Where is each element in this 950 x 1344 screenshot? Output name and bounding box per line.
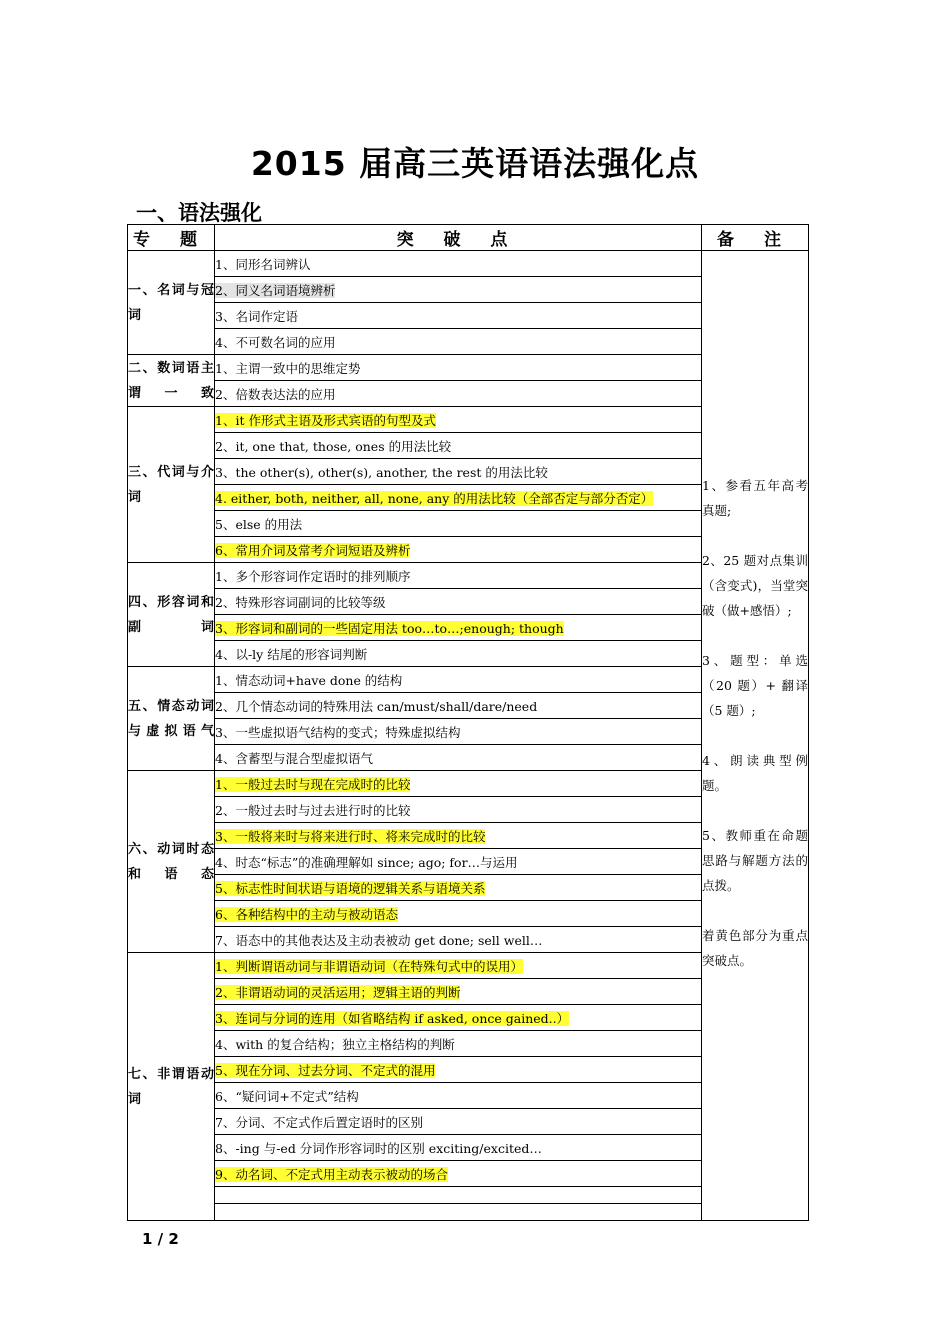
- header-topic: 专 题: [128, 225, 215, 251]
- breakthrough-item: [215, 901, 702, 927]
- breakthrough-text: 2、特殊形容词副词的比较等级: [215, 594, 386, 610]
- breakthrough-item: [215, 459, 702, 485]
- breakthrough-text: 3、一些虚拟语气结构的变式；特殊虚拟结构: [215, 724, 461, 740]
- breakthrough-item: [215, 771, 702, 797]
- breakthrough-item: [215, 1135, 702, 1161]
- breakthrough-item: [215, 355, 702, 381]
- breakthrough-text: 4、时态“标志”的准确理解如 since; ago; for…与运用: [215, 854, 518, 870]
- breakthrough-text: 2、同义名词语境辨析: [215, 282, 336, 298]
- breakthrough-text: 2、非谓语动词的灵活运用；逻辑主语的判断: [215, 984, 461, 1000]
- breakthrough-item: [215, 927, 702, 953]
- breakthrough-text: 7、语态中的其他表达及主动表被动 get done; sell well…: [215, 932, 543, 948]
- topic-cell: 三、代词与介词: [128, 407, 215, 563]
- topic-cell: 六、动词时态和语态: [128, 771, 215, 953]
- breakthrough-item: [215, 719, 702, 745]
- header-breakthrough: 突 破 点: [215, 225, 702, 251]
- header-notes: 备 注: [702, 225, 809, 251]
- note-paragraph: 着黄色部分为重点突破点。: [702, 928, 808, 968]
- topic-cell: 四、形容词和副词: [128, 563, 215, 667]
- breakthrough-text: 1、同形名词辨认: [215, 256, 311, 272]
- breakthrough-text: 3、名词作定语: [215, 308, 298, 324]
- page-title: 2015 届高三英语语法强化点: [250, 144, 700, 183]
- breakthrough-item: [215, 433, 702, 459]
- breakthrough-text: 1、判断谓语动词与非谓语动词（在特殊句式中的误用）: [215, 958, 523, 974]
- breakthrough-item: [215, 511, 702, 537]
- breakthrough-item: [215, 849, 702, 875]
- breakthrough-text: 2、倍数表达法的应用: [215, 386, 336, 402]
- breakthrough-item: [215, 537, 702, 563]
- breakthrough-item: [215, 329, 702, 355]
- table-row: [128, 251, 809, 277]
- breakthrough-item: [215, 1057, 702, 1083]
- breakthrough-text: 7、分词、不定式作后置定语时的区别: [215, 1114, 423, 1130]
- breakthrough-item: [215, 251, 702, 277]
- breakthrough-item: [215, 563, 702, 589]
- breakthrough-text: 1、多个形容词作定语时的排列顺序: [215, 568, 411, 584]
- breakthrough-item: [215, 303, 702, 329]
- breakthrough-text: 5、标志性时间状语与语境的逻辑关系与语境关系: [215, 880, 486, 896]
- breakthrough-text: 1、it 作形式主语及形式宾语的句型及式: [215, 412, 436, 428]
- breakthrough-item: [215, 1109, 702, 1135]
- note-paragraph: 2、25 题对点集训（含变式)，当堂突破（做+感悟）;: [702, 553, 808, 618]
- breakthrough-text: 3、连词与分词的连用（如省略结构 if asked, once gained..）: [215, 1010, 570, 1026]
- breakthrough-item: [215, 1204, 702, 1221]
- breakthrough-text: 6、常用介词及常考介词短语及辨析: [215, 542, 411, 558]
- breakthrough-item: [215, 693, 702, 719]
- topic-cell: 七、非谓语动词: [128, 953, 215, 1221]
- breakthrough-item: [215, 953, 702, 979]
- breakthrough-item: [215, 407, 702, 433]
- header-row: [128, 225, 809, 251]
- breakthrough-item: [215, 979, 702, 1005]
- breakthrough-text: 3、the other(s), other(s), another, the rest 的用法比较: [215, 464, 548, 480]
- grammar-table: [127, 224, 809, 1221]
- breakthrough-text: 3、一般将来时与将来进行时、将来完成时的比较: [215, 828, 486, 844]
- breakthrough-text: 5、现在分词、过去分词、不定式的混用: [215, 1062, 436, 1078]
- note-paragraph: 5、教师重在命题思路与解题方法的点拨。: [702, 828, 808, 893]
- breakthrough-text: 1、情态动词+have done 的结构: [215, 672, 403, 688]
- breakthrough-item: [215, 1161, 702, 1187]
- breakthrough-text: 9、动名词、不定式用主动表示被动的场合: [215, 1166, 448, 1182]
- breakthrough-item: [215, 745, 702, 771]
- breakthrough-item: [215, 381, 702, 407]
- breakthrough-item: [215, 615, 702, 641]
- breakthrough-text: 2、it, one that, those, ones 的用法比较: [215, 438, 452, 454]
- breakthrough-item: [215, 1187, 702, 1204]
- topic-cell: 一、名词与冠词: [128, 251, 215, 355]
- breakthrough-item: [215, 1005, 702, 1031]
- breakthrough-item: [215, 875, 702, 901]
- breakthrough-item: [215, 485, 702, 511]
- section-heading: 一、语法强化: [136, 201, 262, 225]
- page-number: 1 / 2: [142, 1230, 179, 1248]
- breakthrough-item: [215, 823, 702, 849]
- breakthrough-item: [215, 589, 702, 615]
- breakthrough-text: 3、形容词和副词的一些固定用法 too…to…;enough; though: [215, 620, 564, 636]
- note-paragraph: 4、朗读典型例题。: [702, 753, 808, 793]
- breakthrough-text: 6、各种结构中的主动与被动语态: [215, 906, 398, 922]
- breakthrough-text: 4. either, both, neither, all, none, any 的用法比较（全部否定与部分否定）: [215, 490, 654, 506]
- breakthrough-text: 2、一般过去时与过去进行时的比较: [215, 802, 411, 818]
- breakthrough-text: 6、“疑问词+不定式”结构: [215, 1088, 359, 1104]
- breakthrough-text: 8、-ing 与-ed 分词作形容词时的区别 exciting/excited…: [215, 1140, 542, 1156]
- breakthrough-text: 1、主谓一致中的思维定势: [215, 360, 361, 376]
- topic-cell: 二、数词语主谓一致: [128, 355, 215, 407]
- breakthrough-item: [215, 797, 702, 823]
- notes-cell: [702, 251, 809, 1221]
- breakthrough-item: [215, 641, 702, 667]
- breakthrough-text: 2、几个情态动词的特殊用法 can/must/shall/dare/need: [215, 698, 538, 714]
- breakthrough-item: [215, 667, 702, 693]
- note-paragraph: 3、题型：单选（20 题）+ 翻译（5 题）;: [702, 653, 808, 718]
- breakthrough-text: 1、一般过去时与现在完成时的比较: [215, 776, 411, 792]
- breakthrough-item: [215, 277, 702, 303]
- note-paragraph: 1、参看五年高考真题;: [702, 478, 808, 518]
- breakthrough-text: 4、不可数名词的应用: [215, 334, 336, 350]
- breakthrough-item: [215, 1031, 702, 1057]
- breakthrough-text: 5、else 的用法: [215, 516, 303, 532]
- topic-cell: 五、情态动词与虚拟语气: [128, 667, 215, 771]
- breakthrough-text: 4、含蓄型与混合型虚拟语气: [215, 750, 373, 766]
- breakthrough-text: 4、with 的复合结构；独立主格结构的判断: [215, 1036, 455, 1052]
- breakthrough-item: [215, 1083, 702, 1109]
- breakthrough-text: 4、以-ly 结尾的形容词判断: [215, 646, 368, 662]
